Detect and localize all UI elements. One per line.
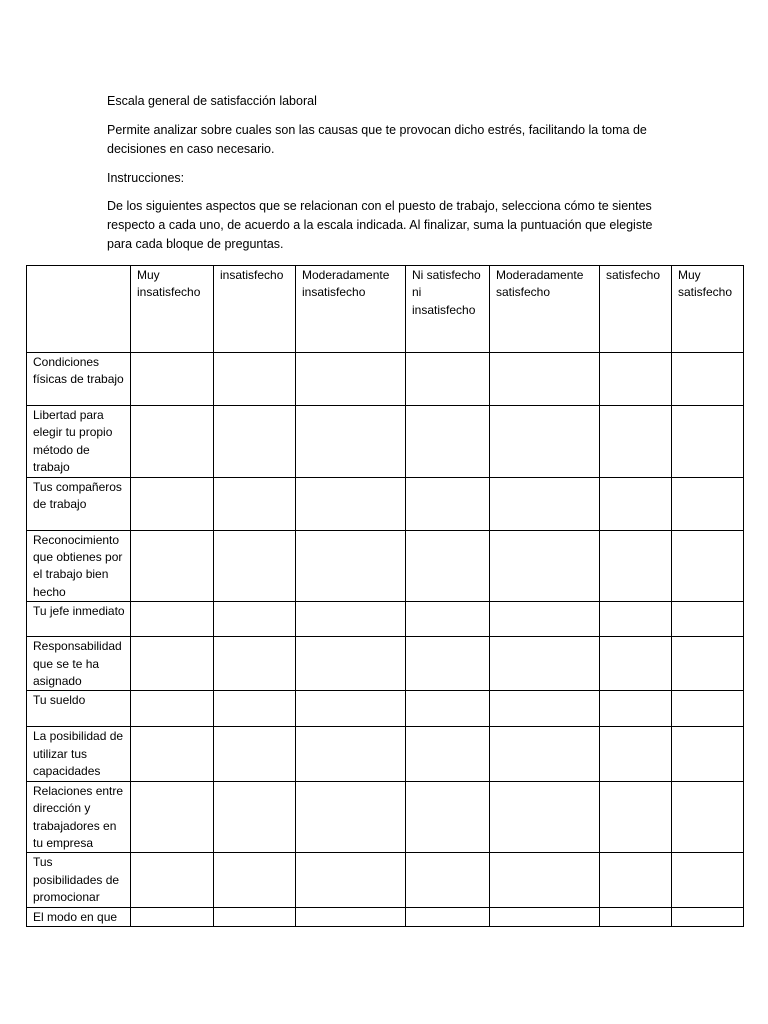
rating-cell[interactable] bbox=[296, 727, 406, 781]
row-label: La posibilidad de utilizar tus capacidades bbox=[27, 727, 131, 781]
rating-cell[interactable] bbox=[406, 727, 490, 781]
table-row bbox=[27, 727, 744, 781]
row-label: Responsabilidad que se te ha asignado bbox=[27, 637, 131, 691]
rating-cell[interactable] bbox=[406, 602, 490, 637]
header-moderadamente-insatisfecho: Moderadamente insatisfecho bbox=[296, 266, 406, 353]
rating-cell[interactable] bbox=[406, 406, 490, 478]
rating-cell[interactable] bbox=[406, 530, 490, 602]
table-row bbox=[27, 907, 744, 926]
rating-cell[interactable] bbox=[296, 477, 406, 530]
rating-cell[interactable] bbox=[490, 727, 600, 781]
rating-cell[interactable] bbox=[214, 853, 296, 907]
table-row bbox=[27, 602, 744, 637]
rating-cell[interactable] bbox=[214, 907, 296, 926]
rating-cell[interactable] bbox=[131, 477, 214, 530]
rating-cell[interactable] bbox=[214, 353, 296, 406]
instructions-heading: Instrucciones: bbox=[107, 171, 185, 185]
rating-cell[interactable] bbox=[214, 637, 296, 691]
rating-cell[interactable] bbox=[490, 530, 600, 602]
rating-cell[interactable] bbox=[296, 853, 406, 907]
header-moderadamente-satisfecho: Moderadamente satisfecho bbox=[490, 266, 600, 353]
instructions-paragraph: De los siguientes aspectos que se relacionan con el puesto de trabajo, selecciona cómo te sientes respecto a cada uno, de acuerdo a la escala indicada. Al finalizar, suma la puntuación que elegiste para cada bloque de preguntas. bbox=[107, 199, 653, 251]
header-ni-satisfecho-ni-insatisfecho: Ni satisfecho ni insatisfecho bbox=[406, 266, 490, 353]
rating-cell[interactable] bbox=[131, 727, 214, 781]
header-muy-insatisfecho: Muy insatisfecho bbox=[131, 266, 214, 353]
table-row bbox=[27, 477, 744, 530]
satisfaction-table bbox=[26, 265, 744, 927]
rating-cell[interactable] bbox=[214, 530, 296, 602]
rating-cell[interactable] bbox=[600, 353, 672, 406]
row-label: Tus posibilidades de promocionar bbox=[27, 853, 131, 907]
header-insatisfecho: insatisfecho bbox=[214, 266, 296, 353]
rating-cell[interactable] bbox=[296, 602, 406, 637]
rating-cell[interactable] bbox=[672, 406, 744, 478]
document-title: Escala general de satisfacción laboral bbox=[107, 94, 317, 108]
table-row bbox=[27, 637, 744, 691]
rating-cell[interactable] bbox=[406, 477, 490, 530]
rating-cell[interactable] bbox=[490, 907, 600, 926]
rating-cell[interactable] bbox=[214, 477, 296, 530]
row-label: Tus compañeros de trabajo bbox=[27, 477, 131, 530]
header-corner-cell bbox=[27, 266, 131, 353]
header-muy-satisfecho: Muy satisfecho bbox=[672, 266, 744, 353]
rating-cell[interactable] bbox=[214, 406, 296, 478]
rating-cell[interactable] bbox=[600, 907, 672, 926]
rating-cell[interactable] bbox=[296, 406, 406, 478]
rating-cell[interactable] bbox=[600, 637, 672, 691]
rating-cell[interactable] bbox=[490, 477, 600, 530]
rating-cell[interactable] bbox=[600, 853, 672, 907]
rating-cell[interactable] bbox=[600, 727, 672, 781]
row-label: Reconocimiento que obtienes por el trabajo bien hecho bbox=[27, 530, 131, 602]
rating-cell[interactable] bbox=[672, 691, 744, 727]
row-label: El modo en que bbox=[27, 907, 131, 926]
rating-cell[interactable] bbox=[672, 353, 744, 406]
table-row bbox=[27, 853, 744, 907]
rating-cell[interactable] bbox=[490, 691, 600, 727]
rating-cell[interactable] bbox=[131, 406, 214, 478]
table-row bbox=[27, 691, 744, 727]
rating-cell[interactable] bbox=[490, 602, 600, 637]
row-label: Tu jefe inmediato bbox=[27, 602, 131, 637]
rating-cell[interactable] bbox=[296, 691, 406, 727]
rating-cell[interactable] bbox=[131, 353, 214, 406]
rating-cell[interactable] bbox=[406, 637, 490, 691]
rating-cell[interactable] bbox=[406, 691, 490, 727]
rating-cell[interactable] bbox=[672, 853, 744, 907]
rating-cell[interactable] bbox=[600, 530, 672, 602]
rating-cell[interactable] bbox=[490, 781, 600, 853]
rating-cell[interactable] bbox=[131, 781, 214, 853]
rating-cell[interactable] bbox=[490, 853, 600, 907]
table-row bbox=[27, 353, 744, 406]
rating-cell[interactable] bbox=[406, 353, 490, 406]
rating-cell[interactable] bbox=[490, 353, 600, 406]
rating-cell[interactable] bbox=[490, 637, 600, 691]
rating-cell[interactable] bbox=[672, 602, 744, 637]
table-header-row bbox=[27, 266, 744, 353]
row-label: Relaciones entre dirección y trabajadores en tu empresa bbox=[27, 781, 131, 853]
rating-cell[interactable] bbox=[600, 691, 672, 727]
rating-cell[interactable] bbox=[131, 691, 214, 727]
rating-cell[interactable] bbox=[214, 781, 296, 853]
rating-cell[interactable] bbox=[406, 853, 490, 907]
rating-cell[interactable] bbox=[672, 530, 744, 602]
rating-cell[interactable] bbox=[672, 727, 744, 781]
rating-cell[interactable] bbox=[296, 781, 406, 853]
rating-cell[interactable] bbox=[296, 353, 406, 406]
rating-cell[interactable] bbox=[672, 637, 744, 691]
rating-cell[interactable] bbox=[406, 781, 490, 853]
header-satisfecho: satisfecho bbox=[600, 266, 672, 353]
rating-cell[interactable] bbox=[131, 530, 214, 602]
rating-cell[interactable] bbox=[296, 637, 406, 691]
table-row bbox=[27, 406, 744, 478]
rating-cell[interactable] bbox=[214, 727, 296, 781]
table-row bbox=[27, 530, 744, 602]
rating-cell[interactable] bbox=[214, 691, 296, 727]
rating-cell[interactable] bbox=[600, 602, 672, 637]
rating-cell[interactable] bbox=[490, 406, 600, 478]
row-label: Tu sueldo bbox=[27, 691, 131, 727]
rating-cell[interactable] bbox=[131, 637, 214, 691]
rating-cell[interactable] bbox=[131, 853, 214, 907]
rating-cell[interactable] bbox=[672, 907, 744, 926]
row-label: Libertad para elegir tu propio método de trabajo bbox=[27, 406, 131, 478]
rating-cell[interactable] bbox=[131, 602, 214, 637]
rating-cell[interactable] bbox=[672, 781, 744, 853]
rating-cell[interactable] bbox=[131, 907, 214, 926]
rating-cell[interactable] bbox=[296, 530, 406, 602]
rating-cell[interactable] bbox=[406, 907, 490, 926]
rating-cell[interactable] bbox=[600, 477, 672, 530]
row-label: Condiciones físicas de trabajo bbox=[27, 353, 131, 406]
rating-cell[interactable] bbox=[214, 602, 296, 637]
intro-paragraph: Permite analizar sobre cuales son las causas que te provocan dicho estrés, facilitando la toma de decisiones en caso necesario. bbox=[107, 123, 647, 156]
table-row bbox=[27, 781, 744, 853]
rating-cell[interactable] bbox=[600, 406, 672, 478]
rating-cell[interactable] bbox=[672, 477, 744, 530]
rating-cell[interactable] bbox=[600, 781, 672, 853]
rating-cell[interactable] bbox=[296, 907, 406, 926]
